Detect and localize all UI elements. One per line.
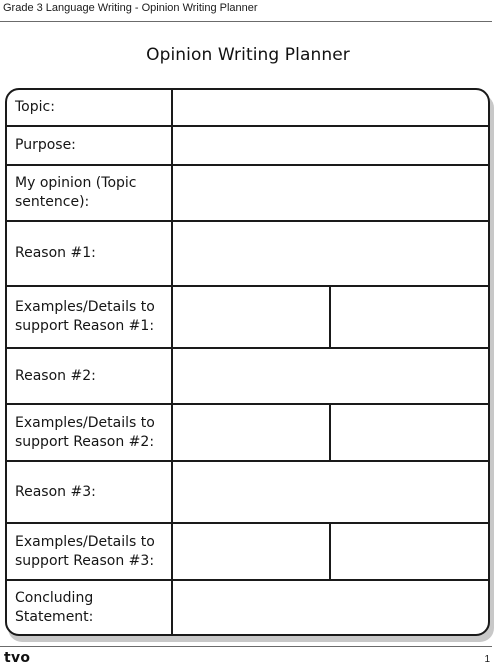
label-cell: [7, 580, 172, 634]
label-cell: [7, 404, 172, 461]
planner-row-concluding: [7, 580, 488, 634]
label-cell: [7, 165, 172, 221]
examples-2-answer-cell-a[interactable]: [172, 404, 330, 461]
planner-row-purpose: [7, 126, 488, 165]
row-label-purpose: Purpose:: [15, 137, 76, 153]
planner-row-topic: [7, 90, 488, 126]
planner-table: [5, 88, 490, 636]
planner-row-opinion: [7, 165, 488, 221]
label-cell: [7, 286, 172, 348]
row-label-reason-3: Reason #3:: [15, 483, 96, 500]
planner-row-examples-3: [7, 523, 488, 580]
examples-3-answer-cell-b[interactable]: [330, 523, 488, 580]
planner-row-reason-3: [7, 461, 488, 523]
planner-row-reason-2: [7, 348, 488, 404]
reason-2-answer-cell[interactable]: [172, 348, 488, 404]
footer-divider: [0, 646, 492, 647]
row-label-concluding: Concluding Statement:: [15, 589, 94, 625]
reason-3-answer-cell[interactable]: [172, 461, 488, 523]
label-cell: [7, 523, 172, 580]
concluding-answer-cell[interactable]: [172, 580, 488, 634]
label-cell: [7, 126, 172, 165]
page-number: 1: [484, 654, 490, 665]
label-cell: [7, 461, 172, 523]
row-label-examples-1: Examples/Details to support Reason #1:: [15, 299, 155, 334]
purpose-answer-cell[interactable]: [172, 126, 488, 165]
row-label-examples-2: Examples/Details to support Reason #2:: [15, 414, 155, 450]
examples-2-answer-cell-b[interactable]: [330, 404, 488, 461]
row-label-reason-2: Reason #2:: [15, 367, 96, 384]
planner-row-reason-1: [7, 221, 488, 286]
row-label-reason-1: Reason #1:: [15, 245, 96, 261]
opinion-answer-cell[interactable]: [172, 165, 488, 221]
row-label-topic: Topic:: [15, 99, 55, 115]
document-header: [0, 0, 492, 22]
header-title: Grade 3 Language Writing - Opinion Writing Planner: [3, 2, 258, 14]
planner-row-examples-1: [7, 286, 488, 348]
topic-answer-cell[interactable]: [172, 90, 488, 126]
label-cell: [7, 221, 172, 286]
page-title: Opinion Writing Planner: [146, 45, 350, 65]
label-cell: [7, 90, 172, 126]
examples-3-answer-cell-a[interactable]: [172, 523, 330, 580]
label-cell: [7, 348, 172, 404]
tvo-logo: tvo: [4, 650, 31, 666]
examples-1-answer-cell-a[interactable]: [172, 286, 330, 348]
planner-row-examples-2: [7, 404, 488, 461]
examples-1-answer-cell-b[interactable]: [330, 286, 488, 348]
reason-1-answer-cell[interactable]: [172, 221, 488, 286]
row-label-opinion: My opinion (Topic sentence):: [15, 175, 137, 210]
row-label-examples-3: Examples/Details to support Reason #3:: [15, 533, 155, 569]
